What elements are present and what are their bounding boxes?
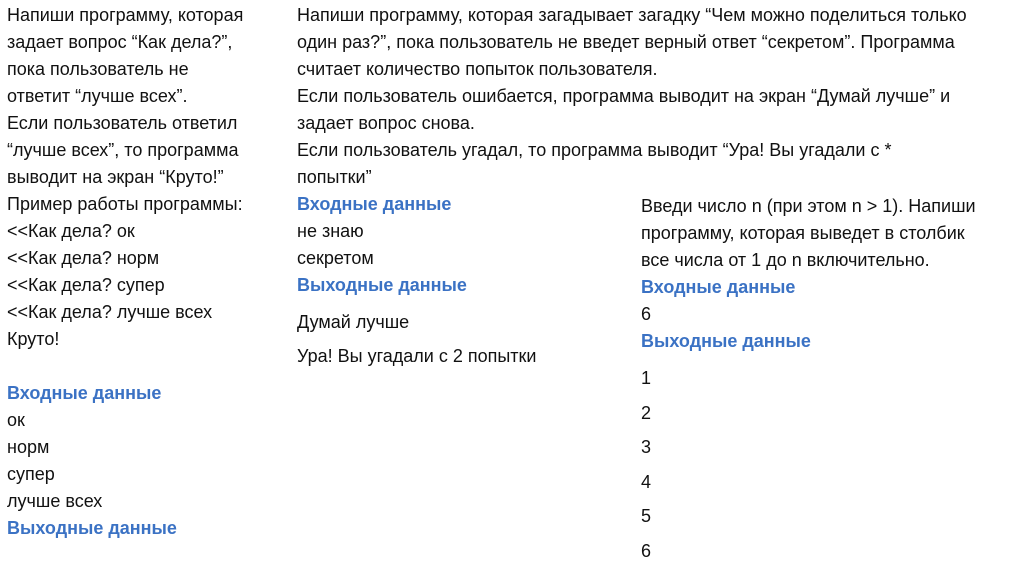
input-line: супер [7, 464, 55, 484]
example-line: <<Как дела? ок [7, 221, 135, 241]
task-text-line: Если пользователь угадал, то программа выводит “Ура! Вы угадали с * [297, 140, 892, 160]
example-line: <<Как дела? норм [7, 248, 160, 268]
output-number: 4 [641, 471, 652, 492]
output-line: Ура! Вы угадали с 2 попытки [297, 346, 537, 366]
input-line: не знаю [297, 221, 364, 241]
input-data-list [7, 407, 277, 515]
task-text-line: “лучше всех”, то программа [7, 140, 239, 160]
task-text-line: Если пользователь ответил [7, 113, 238, 133]
input-data-heading: Входные данные [641, 277, 796, 297]
task-text-line: пока пользователь не [7, 59, 189, 79]
output-line: Думай лучше [297, 312, 410, 332]
input-line: 6 [641, 304, 652, 324]
task-text-line: задает вопрос “Как дела?”, [7, 32, 233, 52]
spacer [7, 353, 277, 380]
task-right-description [641, 193, 1016, 274]
task-left-description [7, 2, 277, 353]
input-data-heading: Входные данные [7, 383, 162, 403]
output-number: 3 [641, 437, 652, 457]
output-data-heading: Выходные данные [641, 331, 811, 351]
output-data-heading: Выходные данные [7, 518, 177, 538]
task-text-line: Напиши программу, которая [7, 5, 244, 25]
output-number: 1 [641, 368, 652, 388]
task-text-line: один раз?”, пока пользователь не введет верный ответ “секретом”. Программа [297, 32, 955, 52]
output-number: 2 [641, 402, 652, 423]
input-line: ок [7, 410, 25, 430]
task-text-line: все числа от 1 до n включительно. [641, 250, 930, 270]
task-text-line: ответит “лучше всех”. [7, 86, 188, 106]
task-text-line: Введи число n (при этом n > 1). Напиши [641, 196, 976, 216]
task-left [7, 2, 277, 542]
input-line: секретом [297, 248, 374, 268]
output-number: 5 [641, 506, 652, 526]
task-text-line: Если пользователь ошибается, программа выводит на экран “Думай лучше” и [297, 86, 951, 106]
task-text-line: программу, которая выведет в столбик [641, 223, 965, 243]
input-line: норм [7, 437, 50, 457]
task-text-line: задает вопрос снова. [297, 113, 475, 133]
example-line: <<Как дела? супер [7, 275, 165, 295]
input-data-heading: Входные данные [297, 194, 452, 214]
example-line: <<Как дела? лучше всех [7, 302, 213, 322]
task-right [641, 193, 1016, 568]
task-text-line: выводит на экран “Круто!” [7, 167, 224, 187]
task-text-line: Напиши программу, которая загадывает загадку “Чем можно поделиться только [297, 5, 967, 25]
task-text-line: попытки” [297, 167, 372, 187]
task-middle-description [297, 2, 1017, 191]
output-number: 6 [641, 540, 652, 561]
output-data-list [641, 361, 1016, 568]
example-line: Круто! [7, 329, 60, 349]
task-text-line: считает количество попыток пользователя. [297, 59, 658, 79]
output-data-heading: Выходные данные [297, 275, 467, 295]
task-text-line: Пример работы программы: [7, 194, 243, 214]
input-line: лучше всех [7, 491, 103, 511]
